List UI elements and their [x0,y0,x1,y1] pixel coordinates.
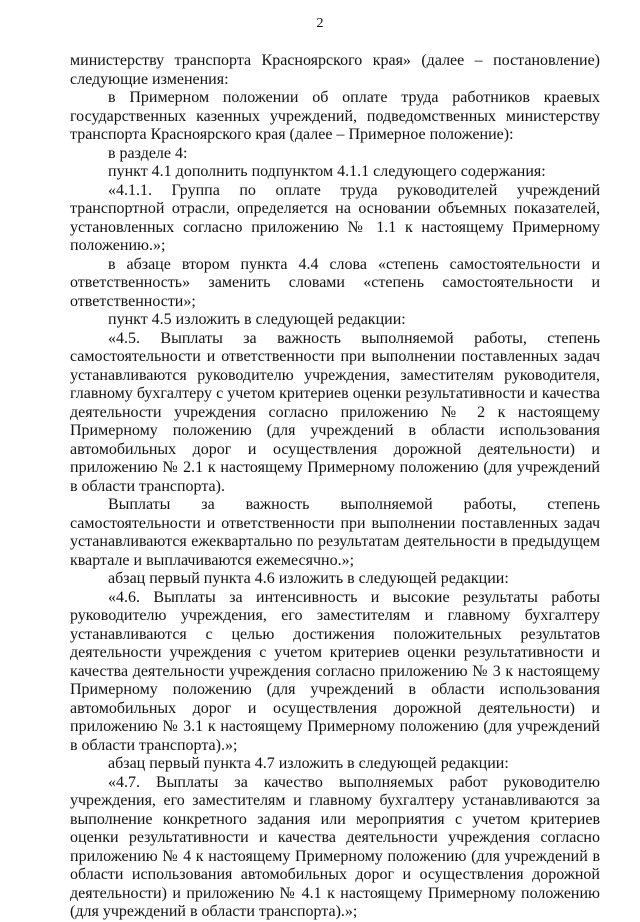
paragraph: абзац первый пункта 4.7 изложить в следующей редакции: [108,755,509,772]
paragraph: Выплаты за важность выполняемой работы, степень самостоятельности и ответственности при выполнении поставленных задач устанавливаются ежеквартально по результатам деятельности в предыдущем квартале и выплачиваются ежемесячно.»; [70,496,600,569]
paragraph: «4.1.1. Группа по оплате труда руководителей учреждений транспортной отрасли, определяется на основании объемных показателей, установленных согласно приложению № 1.1 к настоящему Примерному положению.»; [70,181,600,254]
document-body [70,52,600,922]
paragraph: в абзаце втором пункта 4.4 слова «степень самостоятельности и ответственность» заменить словами «степень самостоятельности и ответственности»; [70,255,600,310]
paragraph: в разделе 4: [108,144,188,162]
paragraph: пункт 4.1 дополнить подпунктом 4.1.1 следующего содержания: [108,163,546,180]
paragraph: «4.6. Выплаты за интенсивность и высокие результаты работы руководителю учреждения, его заместителям и главному бухгалтеру устанавливаются с целью достижения положительных результатов деятельности учреждения с учетом критериев оценки результативности и качества деятельности учреждения согласно приложению № 3 к настоящему Примерному положению (для учреждений в области использования автомобильных дорог и осуществления дорожной деятельности) и приложению № 3.1 к настоящему Примерному положению (для учреждений в области транспорта).»; [70,588,600,754]
page-number: 2 [316,16,324,31]
paragraph: в Примерном положении об оплате труда работников краевых государственных казенных учреждений, подведомственных министерству транспорта Красноярского края (далее – Примерное положение): [70,89,600,143]
paragraph: пункт 4.5 изложить в следующей редакции: [108,311,406,328]
paragraph: абзац первый пункта 4.6 изложить в следующей редакции: [108,570,509,587]
paragraph: министерству транспорта Красноярского края» (далее – постановление) следующие изменения: [70,52,600,88]
paragraph: «4.7. Выплаты за качество выполняемых работ руководителю учреждения, его заместителям и главному бухгалтеру устанавливаются за выполнение конкретного задания или мероприятия с учетом критериев оценки результативности и качества деятельности учреждения согласно приложению № 4 к настоящему Примерному положению (для учреждений в области использования автомобильных дорог и осуществления дорожной деятельности) и приложению № 4.1 к настоящему Примерному положению (для учреждений в области транспорта).»; [70,773,600,920]
paragraph: «4.5. Выплаты за важность выполняемой работы, степень самостоятельности и ответственности при выполнении поставленных задач устанавливаются руководителю учреждения, заместителям руководителя, главному бухгалтеру с учетом критериев оценки результативности и качества деятельности учреждения согласно приложению № 2 к настоящему Примерному положению (для учреждений в области использования автомобильных дорог и осуществления дорожной деятельности) и приложению № 2.1 к настоящему Примерному положению (для учреждений в области транспорта). [70,329,600,495]
